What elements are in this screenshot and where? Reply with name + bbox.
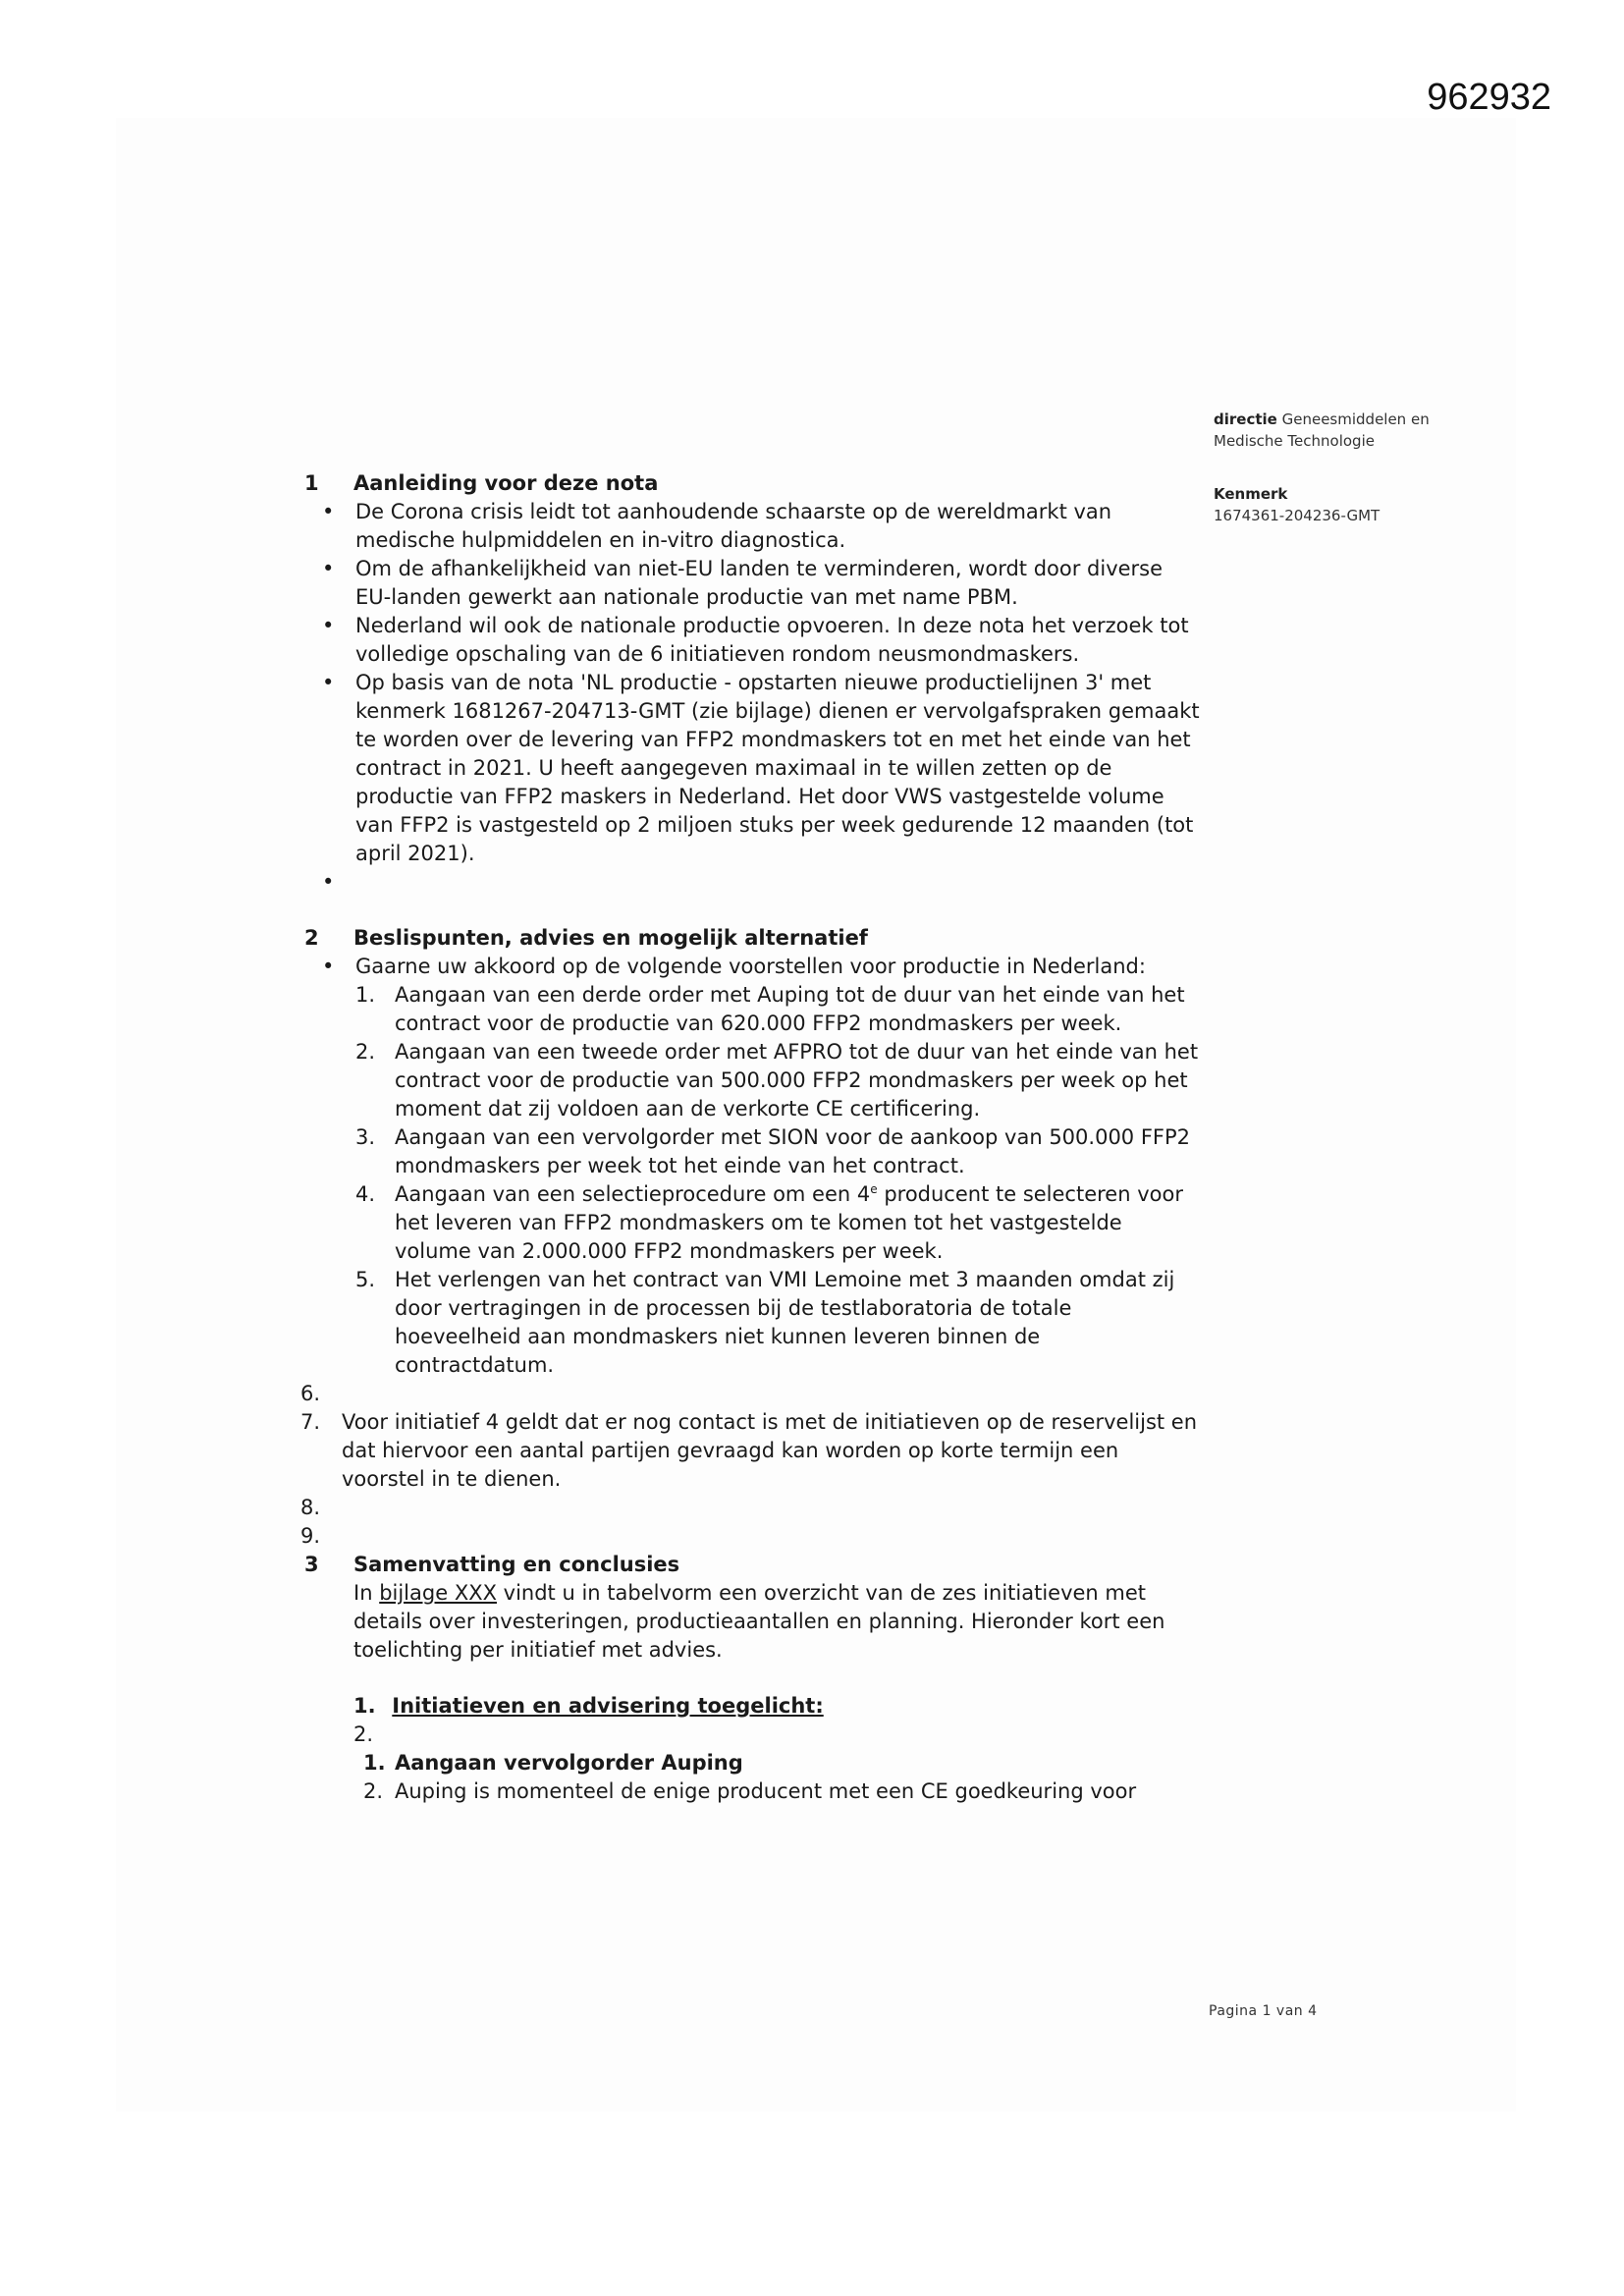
directie-block — [1214, 409, 1508, 452]
proposal-item — [300, 1038, 1204, 1123]
list-item-empty — [300, 1380, 1204, 1408]
subheading-initiatieven: Initiatieven en advisering toegelicht: — [392, 1694, 824, 1718]
bullet-text: De Corona crisis leidt tot aanhoudende schaarste op de wereldmarkt van medische hulpmiddelen en in-vitro diagnostica. — [355, 500, 1112, 552]
section-1-title: Aanleiding voor deze nota — [353, 471, 659, 495]
bullet-text: Nederland wil ook de nationale productie opvoeren. In deze nota het verzoek tot volledige opschaling van de 6 initiatieven rondom neusmondmaskers. — [355, 614, 1189, 666]
item-number: 1. — [353, 1694, 376, 1718]
section-1-bullet — [300, 669, 1204, 868]
kenmerk-value: 1674361-204236-GMT — [1214, 507, 1380, 524]
section-1-bullet — [300, 612, 1204, 669]
section-1-number: 1 — [304, 471, 319, 495]
proposal-item — [300, 1180, 1204, 1266]
bijlage-link[interactable]: bijlage XXX — [379, 1581, 497, 1605]
initiative-text — [300, 1777, 1204, 1806]
section-1-bullet — [300, 498, 1204, 555]
proposal-item — [300, 1266, 1204, 1380]
section-2-heading — [300, 924, 1204, 953]
item-number: 1. — [355, 983, 376, 1007]
section-1-heading — [300, 469, 1204, 498]
item-number: 5. — [355, 1268, 376, 1291]
section-1-bullet — [300, 555, 1204, 612]
bullet-icon: • — [322, 557, 335, 580]
item-number: 1. — [363, 1751, 386, 1775]
item-number: 3. — [355, 1125, 376, 1149]
directie-value: Geneesmiddelen en — [1281, 410, 1430, 428]
bullet-text: Op basis van de nota 'NL productie - opstarten nieuwe productielijnen 3' met kenmerk 1681267-204713-GMT (zie bijlage) dienen er vervolgafspraken gemaakt te worden over de levering van FFP2 mondmaskers tot en met het einde van het contract in 2021. U heeft aangegeven maximaal in te willen zetten op de productie van FFP2 maskers in Nederland. Het door VWS vastgestelde volume van FFP2 is vastgesteld op 2 miljoen stuks per week gedurende 12 maanden (tot april 2021). — [355, 671, 1200, 865]
spacer — [300, 1665, 1204, 1692]
bullet-text: Om de afhankelijkheid van niet-EU landen te verminderen, wordt door diverse EU-landen gewerkt aan nationale productie van met name PBM. — [355, 557, 1164, 609]
item-text: Aangaan van een vervolgorder met SION voor de aankoop van 500.000 FFP2 mondmaskers per week tot het einde van het contract. — [395, 1125, 1191, 1177]
bullet-icon: • — [322, 614, 335, 637]
directie-value-2: Medische Technologie — [1214, 432, 1375, 450]
item-text: producent te selecteren voor het leveren van FFP2 mondmaskers om te komen tot het vastgestelde volume van 2.000.000 FFP2 mondmaskers per week. — [395, 1182, 1183, 1263]
list-item-empty — [300, 1522, 1204, 1551]
item-number: 6. — [300, 1382, 321, 1405]
document-sidebar — [1214, 409, 1508, 558]
initiative-title: Aangaan vervolgorder Auping — [395, 1751, 743, 1775]
item-number: 4. — [355, 1182, 376, 1206]
item-text: Aangaan van een derde order met Auping tot de duur van het einde van het contract voor de productie van 620.000 FFP2 mondmaskers per week. — [395, 983, 1185, 1035]
initiative-heading — [300, 1749, 1204, 1777]
list-item-empty — [300, 1494, 1204, 1522]
item-number: 9. — [300, 1524, 321, 1548]
proposal-item — [300, 1123, 1204, 1180]
section-3-heading — [300, 1551, 1204, 1579]
section-3-text — [300, 1579, 1204, 1665]
item-text: Het verlengen van het contract van VMI Lemoine met 3 maanden omdat zij door vertragingen in de processen bij de testlaboratoria de totale hoeveelheid aan mondmaskers niet kunnen leveren binnen de contractdatum. — [395, 1268, 1175, 1377]
item-text: Voor initiatief 4 geldt dat er nog contact is met de initiatieven op de reservelijst en dat hiervoor een aantal partijen gevraagd kan worden op korte termijn een voorstel in te dienen. — [342, 1410, 1198, 1491]
section-1-bullet-empty — [300, 868, 1204, 897]
item-number: 2. — [355, 1040, 376, 1064]
kenmerk-label: Kenmerk — [1214, 485, 1288, 503]
kenmerk-block — [1214, 483, 1508, 526]
item-text: Aangaan van een selectieprocedure om een 4 — [395, 1182, 871, 1206]
directie-label: directie — [1214, 410, 1277, 428]
list-item — [300, 1408, 1204, 1494]
page-number: Pagina 1 van 4 — [1209, 2003, 1318, 2019]
bullet-text: Gaarne uw akkoord op de volgende voorstellen voor productie in Nederland: — [355, 955, 1146, 978]
item-number: 2. — [363, 1779, 384, 1803]
item-number: 8. — [300, 1496, 321, 1519]
section-2-bullet — [300, 953, 1204, 981]
section-3-title: Samenvatting en conclusies — [353, 1553, 680, 1576]
section-3-number: 3 — [304, 1553, 319, 1576]
list-item-empty — [300, 1721, 1204, 1749]
section-2-title: Beslispunten, advies en mogelijk alternatief — [353, 926, 868, 950]
initiative-description: Auping is momenteel de enige producent met een CE goedkeuring voor — [395, 1779, 1137, 1803]
subheading-item — [300, 1692, 1204, 1721]
section-3-text-rest: vindt u in tabelvorm een overzicht van de zes initiatieven met details over investeringen, productieaantallen en planning. Hieronder kort een toelichting per initiatief met advies. — [353, 1581, 1165, 1662]
bullet-icon: • — [322, 955, 335, 978]
spacer — [300, 897, 1204, 924]
proposal-item — [300, 981, 1204, 1038]
section-2-number: 2 — [304, 926, 319, 950]
bullet-icon: • — [322, 500, 335, 523]
item-number: 2. — [353, 1722, 374, 1746]
document-number: 962932 — [1427, 77, 1551, 118]
item-text: Aangaan van een tweede order met AFPRO tot de duur van het einde van het contract voor de productie van 500.000 FFP2 mondmaskers per week op het moment dat zij voldoen aan de verkorte CE certificering. — [395, 1040, 1199, 1121]
item-number: 7. — [300, 1410, 321, 1434]
bullet-icon: • — [322, 870, 335, 894]
bullet-icon: • — [322, 671, 335, 694]
item-superscript: e — [870, 1182, 878, 1196]
document-body — [300, 469, 1204, 1806]
section-3-text-start: In — [353, 1581, 380, 1605]
